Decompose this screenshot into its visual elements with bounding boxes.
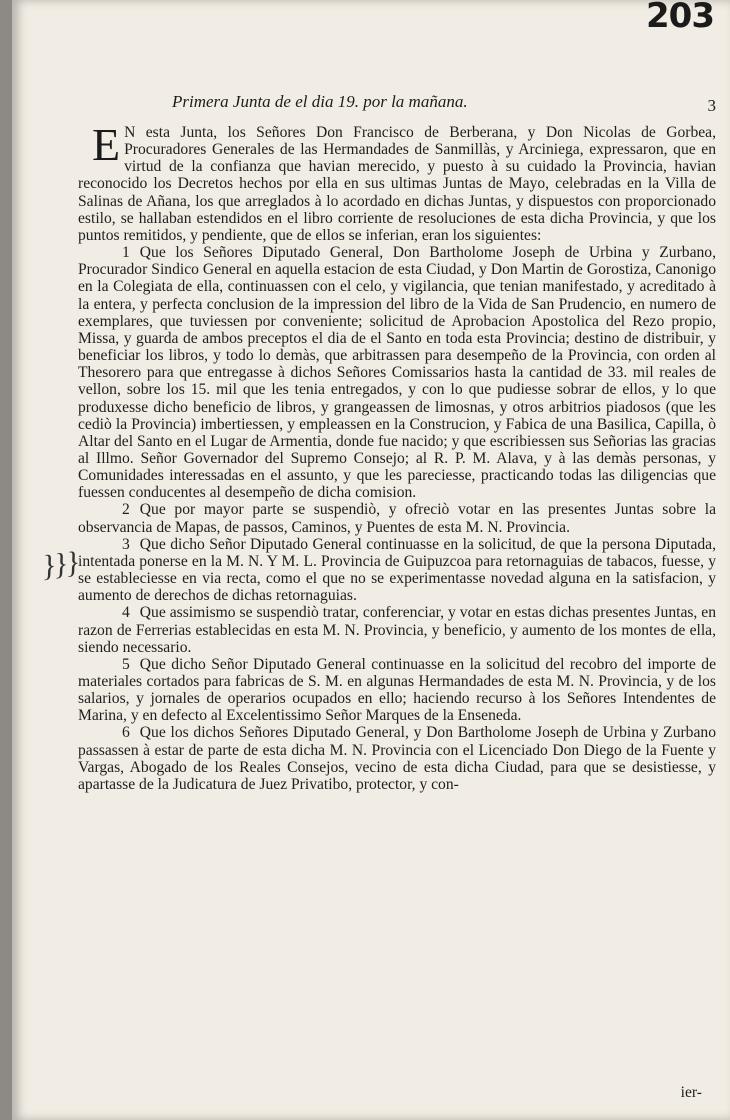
drop-cap: E bbox=[92, 119, 121, 170]
item-number: 5 bbox=[122, 655, 130, 673]
item-3 bbox=[78, 536, 716, 605]
item-4 bbox=[78, 604, 716, 655]
item-number: 3 bbox=[122, 535, 130, 553]
item-text: Que por mayor parte se suspendiò, y ofreciò votar en las presentes Juntas sobre la observancia de Mapas, de passos, Caminos, y Puentes de esta M. N. Provincia. bbox=[78, 501, 716, 536]
item-text: Que dicho Señor Diputado General continuasse en la solicitud, de que la persona Diputada, intentada ponerse en la M. N. Y M. L. Provincia de Guipuzcoa para retornaguias de tabacos, fuesse, y se estableciesse en via recta, como el que no se experimentasse novedad alguna en la satisfacion, y aumento de derechos de dichas retornaguias. bbox=[78, 535, 716, 605]
item-6 bbox=[78, 724, 716, 793]
intro-paragraph bbox=[78, 119, 716, 244]
item-2 bbox=[78, 501, 716, 535]
document-body bbox=[78, 119, 716, 793]
document-page bbox=[12, 0, 730, 1120]
intro-text: N esta Junta, los Señores Don Francisco de Berberana, y Don Nicolas de Gorbea, Procuradores Generales de las Hermandades de Sanmillàs, y Arciniega, expressaron, que en virtud de la confianza que havian merecido, y puesto à su cuidado la Provincia, havian reconocido los Decretos hechos por ella en sus ultimas Juntas de Mayo, celebradas en la Villa de Salinas de Añana, los que arreglados à lo acordado en dichas Juntas, y dispuestos con proporcionado estilo, se hallaban estendidos en el libro corriente de resoluciones de esta dicha Provincia, y que los puntos remitidos, y pendiente, que de ellos se inferian, eran los siguientes: bbox=[78, 124, 716, 244]
item-number: 6 bbox=[122, 724, 130, 742]
catchword: ier- bbox=[680, 1084, 702, 1101]
item-5 bbox=[78, 656, 716, 725]
item-text: Que assimismo se suspendiò tratar, conferenciar, y votar en estas dichas presentes Juntas, en razon de Ferrerias establecidas en esta M. N. Provincia, y beneficio, y aumento de los montes de ella, siendo necessario. bbox=[78, 604, 716, 656]
item-text: Que los dichos Señores Diputado General, y Don Bartholome Joseph de Urbina y Zurbano passassen à estar de parte de esta dicha M. N. Provincia con el Licenciado Don Diego de la Fuente y Vargas, Abogado de los Reales Consejos, vecino de esta dicha Ciudad, para que se desistiesse, y apartasse de la Judicatura de Juez Privatibo, protector, y con- bbox=[78, 724, 716, 793]
folio-number: 203 bbox=[646, 0, 714, 36]
item-number: 4 bbox=[122, 604, 130, 622]
item-text: Que dicho Señor Diputado General continuasse en la solicitud del recobro del importe de materiales cortados para fabricas de S. M. en algunas Hermandades de esta M. N. Provincia, y de los salarios, y jornales de operarios ocupados en ello; haciendo recurso à los Señores Intendentes de Marina, y en defecto al Excelentissimo Señor Marques de la Enseneda. bbox=[78, 655, 716, 725]
running-header: Primera Junta de el dia 19. por la mañana. bbox=[172, 92, 468, 111]
item-text: Que los Señores Diputado General, Don Bartholome Joseph de Urbina y Zurbano, Procurador Sindico General en aquella estacion de esta Ciudad, y Don Martin de Gorostiza, Canonigo en la Colegiata de ella, continuassen con el celo, y vigilancia, que tenian manifestado, y acreditado à la entera, y perfecta conclusion de la impression del libro de la Vida de San Prudencio, en numero de exemplares, que tuviessen por conveniente; solicitud de Aprobacion Apostolica del Rezo propio, Missa, y guarda de ambos preceptos el dia de el Santo en toda esta Provincia; destino de distribuir, y beneficiar los libros, y todo lo demàs, que arbitrassen para desempeño de la Provincia, con orden al Thesorero para que entregasse à dichos Señores Comissarios hasta la cantidad de 33. mil reales de vellon, sobre los 15. mil que les tenia entregados, y con lo que pudiesse sobrar de ellos, y lo que produxesse dicho beneficio de libros, y grangeassen de limosnas, y otros arbitrios piadosos (que les cediò la Provincia) imbertiessen, y empleassen en la Construcion, y Fabica de una Basilica, Capilla, ò Altar del Santo en el Lugar de Armentia, donde fue nacido; y que escribiessen sus Señorias las gracias al Illmo. Señor Governador del Supremo Consejo; al R. P. M. Alava, y à las demàs personas, y Comunidades interessadas en el assunto, y que les pareciesse, practicando todas las diligencias que fuessen conducentes al desempeño de dicha comision. bbox=[78, 244, 716, 502]
item-1 bbox=[78, 244, 716, 501]
item-number: 2 bbox=[122, 501, 130, 519]
page-number: 3 bbox=[707, 96, 716, 115]
handwritten-margin-mark: }}} bbox=[39, 545, 81, 584]
item-number: 1 bbox=[122, 244, 130, 262]
